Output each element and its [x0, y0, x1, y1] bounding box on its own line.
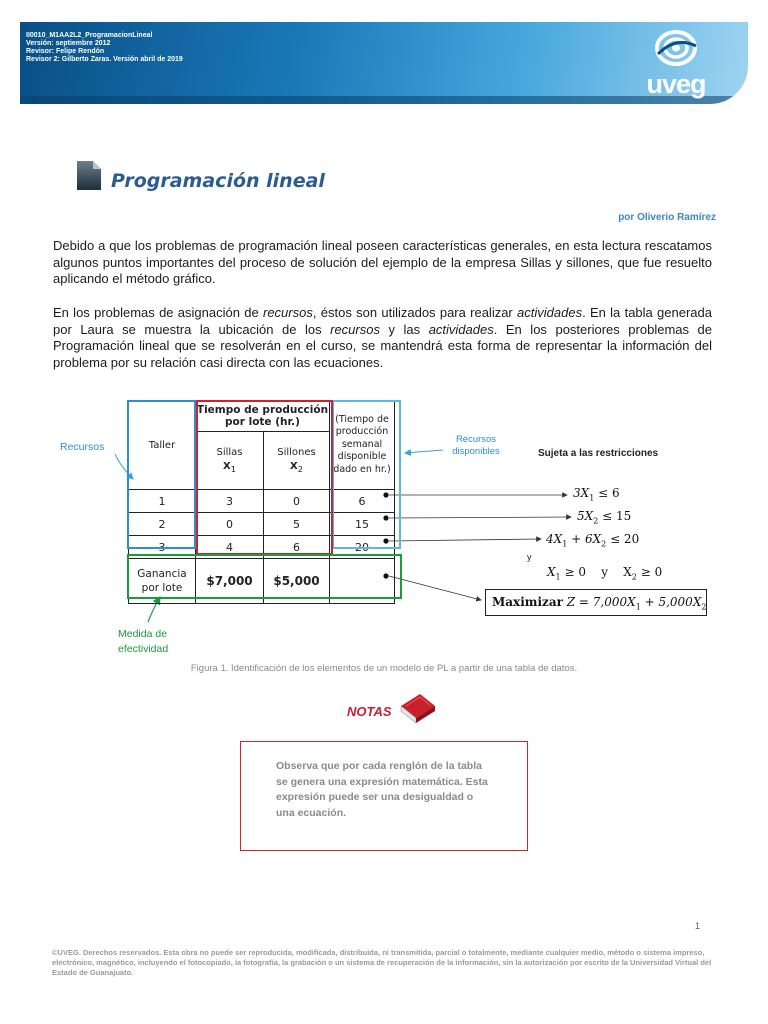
notas-label: NOTAS	[347, 704, 392, 719]
row2-line	[389, 517, 571, 518]
x1-cell: 4	[196, 536, 264, 559]
recursos-disponibles-label: Recursos disponibles	[452, 434, 500, 457]
medida-label: Medida de efectividad	[118, 628, 169, 655]
eq-rhs: ≤ 6	[594, 486, 620, 500]
text-run: . En los posteriores problemas de Programación lineal que se resolverán en el curso, se mantendrá esta forma de representar la información del problema por su relación casi directa con las ecuaciones.	[53, 321, 712, 370]
eq-sub: 2	[631, 572, 637, 582]
page-title: Programación lineal	[111, 170, 325, 192]
meta-line: Versión: septiembre 2012	[26, 40, 111, 47]
disp-cell: 6	[330, 490, 395, 513]
emphasis-actividades: actividades	[428, 321, 494, 337]
meta-line: Revisor: Felipe Rendón	[26, 48, 105, 55]
eq-mid: ≥ 0 y X	[560, 565, 632, 579]
header-banner	[20, 22, 748, 104]
eq-term: + 6X	[567, 532, 602, 546]
disp-cell: 20	[330, 536, 395, 559]
x1-cell: 3	[196, 490, 264, 513]
constraint-3	[546, 532, 639, 548]
document-icon	[77, 161, 101, 190]
disp-cell: 15	[330, 513, 395, 536]
x2-cell: 6	[264, 536, 330, 559]
taller-header: Taller	[129, 401, 196, 490]
author-byline: por Oliverio Ramírez	[618, 212, 716, 223]
effectiveness-highlight-box	[127, 554, 402, 599]
tiempo-header: Tiempo de producción por lote (hr.)	[196, 401, 330, 432]
text-run: En los problemas de asignación de	[53, 305, 263, 320]
eq-term: 5X	[577, 509, 594, 523]
available-highlight-box	[332, 400, 401, 549]
note-box	[240, 741, 528, 851]
uveg-logo	[634, 28, 718, 98]
x1-subscript: 1	[230, 463, 237, 474]
x2-cell: 0	[264, 490, 330, 513]
eq-rhs: ≥ 0	[636, 565, 663, 579]
constraint-1	[573, 486, 620, 502]
logo-wordmark: uveg	[646, 69, 706, 99]
eq-sub: 2	[593, 516, 599, 526]
ganancia-label: Ganancia por lote	[129, 559, 196, 604]
ganancia-x2: $5,000	[264, 559, 330, 604]
text-run: , éstos son utilizados para realizar	[312, 305, 518, 320]
intro-paragraph: Debido a que los problemas de programación lineal poseen características generales, en esta lectura rescatamos algunos puntos importantes del proceso de solución del ejemplo de la empresa Sillas y sillones, que fue resuelto aplicando el método gráfico.	[53, 238, 712, 286]
sillas-label: Sillas	[216, 446, 243, 458]
figure-caption: Figura 1. Identificación de los elementos de un modelo de PL a partir de una tabla de datos.	[190, 663, 578, 674]
y-connector: y	[527, 552, 532, 562]
eq-sub: 1	[562, 539, 568, 549]
objective-line	[389, 576, 481, 600]
eq-term: 4X	[546, 532, 563, 546]
x2-cell: 5	[264, 513, 330, 536]
taller-cell: 1	[129, 490, 196, 513]
x2-variable: X	[289, 460, 298, 472]
emphasis-recursos: recursos	[263, 305, 313, 320]
eq-sub: 2	[601, 539, 607, 549]
emphasis-recursos: recursos	[330, 321, 380, 337]
activities-highlight-box	[196, 400, 333, 555]
eq-sub: 1	[635, 602, 641, 612]
recursos-label: Recursos	[60, 441, 105, 453]
eq-sub: 1	[589, 493, 595, 503]
ganancia-x1: $7,000	[196, 559, 264, 604]
eq-rhs: ≤ 20	[606, 532, 640, 546]
eq-sub: 1	[555, 572, 561, 582]
taller-cell: 2	[129, 513, 196, 536]
note-text: Observa que por cada renglón de la tabla se genera una expresión matemática. Esta expresión puede ser una desigualdad o una ecuación.	[276, 760, 488, 819]
x1-cell: 0	[196, 513, 264, 536]
row3-line	[389, 539, 541, 541]
eq-term: 3X	[573, 486, 590, 500]
eq-term: + 5,000X	[640, 595, 702, 609]
x2-subscript: 2	[297, 463, 304, 474]
figure-pl-model	[53, 387, 712, 661]
eq-term: X	[547, 565, 556, 579]
disponible-header: (Tiempo de producción semanal disponible dado en hr.)	[330, 401, 395, 490]
emphasis-actividades: actividades	[517, 305, 583, 320]
resources-paragraph	[53, 305, 712, 371]
sillones-label: Sillones	[277, 446, 316, 458]
text-run: y las	[379, 321, 429, 337]
meta-line: Revisor 2: Gilberto Zaras. Versión abril de 2019	[26, 56, 183, 63]
copyright-footer: ©UVEG. Derechos reservados. Esta obra no puede ser reproducida, modificada, distribuida, ni transmitida, parcial o totalmente, mediante cualquier medio, método o sistema impreso, electrónico, magnético, incluyendo el fotocopiado, la fotografía, la grabación o un sistema de recuperación de la información, sin la autorización por escrito de la Universidad Virtual del Estado de Guanajuato.	[52, 948, 712, 977]
book-icon	[398, 690, 438, 726]
maximizar-word: Maximizar	[492, 595, 563, 609]
resources-highlight-box	[127, 400, 196, 549]
page-number: 1	[695, 921, 701, 931]
x1-variable: X	[222, 460, 231, 472]
taller-cell: 3	[129, 536, 196, 559]
constraint-2	[577, 509, 631, 525]
disponibles-arrow	[405, 450, 443, 453]
text-run: . En la tabla generada por Laura se muestra la ubicación de los	[53, 305, 712, 337]
document-meta	[26, 32, 183, 64]
eq-sub: 2	[701, 602, 707, 612]
objective-function-box	[485, 589, 707, 616]
meta-line: II0010_M1AA2L2_ProgramacionLineal	[26, 32, 153, 39]
uveg-swirl-icon	[654, 28, 698, 68]
nonnegativity-constraint	[547, 565, 662, 581]
eq-rhs: ≤ 15	[598, 509, 632, 523]
eq-term: Z = 7,000X	[562, 595, 636, 609]
restricciones-label: Sujeta a las restricciones	[538, 448, 659, 459]
